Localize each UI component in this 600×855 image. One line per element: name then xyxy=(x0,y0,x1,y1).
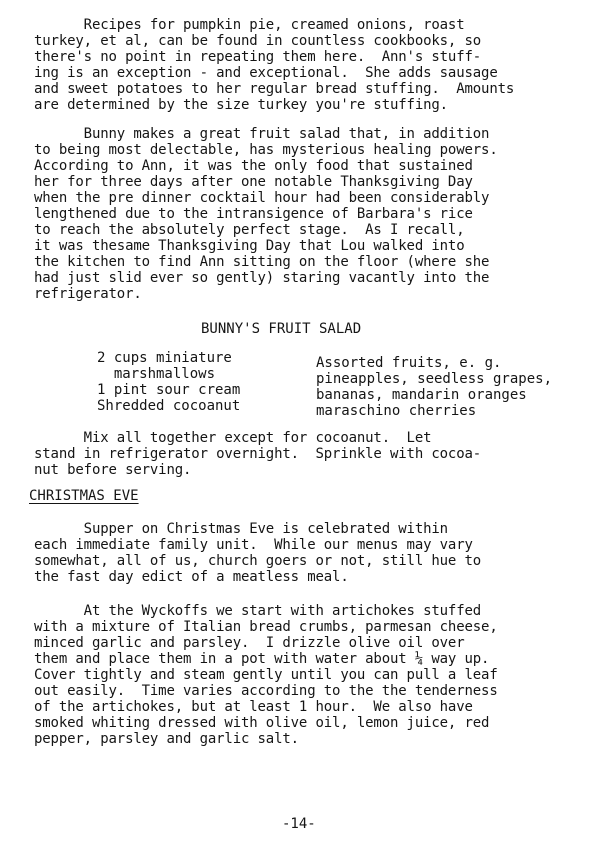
text-line: refrigerator. xyxy=(34,286,142,302)
text-line: of the artichokes, but at least 1 hour. We also have xyxy=(34,699,473,715)
text-line: Supper on Christmas Eve is celebrated within xyxy=(34,521,448,537)
text-line: nut before serving. xyxy=(34,462,192,478)
text-line: lengthened due to the intransigence of Barbara's rice xyxy=(34,206,473,222)
ingredient-item: maraschino cherries xyxy=(316,403,477,419)
text-line: the kitchen to find Ann sitting on the floor (where she xyxy=(34,254,490,270)
text-line: somewhat, all of us, church goers or not, still hue to xyxy=(34,553,482,569)
text-line: to reach the absolutely perfect stage. As I recall, xyxy=(34,222,465,238)
ingredient-item: marshmallows xyxy=(97,366,216,382)
text-line: stand in refrigerator overnight. Sprinkle with cocoa- xyxy=(34,446,482,462)
text-line: and sweet potatoes to her regular bread stuffing. Amounts xyxy=(34,81,515,97)
text-line: her for three days after one notable Thanksgiving Day xyxy=(34,174,473,190)
text-line: had just slid ever so gently) staring vacantly into the xyxy=(34,270,490,286)
ingredient-item: pineapples, seedless grapes, xyxy=(316,371,553,387)
text-line: Recipes for pumpkin pie, creamed onions, roast xyxy=(34,17,465,33)
recipe-title: BUNNY'S FRUIT SALAD xyxy=(201,321,362,337)
text-line: with a mixture of Italian bread crumbs, parmesan cheese, xyxy=(34,619,498,635)
text-line: turkey, et al, can be found in countless cookbooks, so xyxy=(34,33,482,49)
text-line: out easily. Time varies according to the the tenderness xyxy=(34,683,498,699)
ingredients-left-column xyxy=(97,350,240,414)
text-line: to being most delectable, has mysterious healing powers. xyxy=(34,142,498,158)
text-line: them and place them in a pot with water about ¼ way up. xyxy=(34,651,490,667)
ingredients-right-column xyxy=(316,355,552,419)
text-line: pepper, parsley and garlic salt. xyxy=(34,731,299,747)
text-line: Bunny makes a great fruit salad that, in addition xyxy=(34,126,490,142)
text-line: each immediate family unit. While our menus may vary xyxy=(34,537,473,553)
text-line: Mix all together except for cocoanut. Let xyxy=(34,430,432,446)
text-line: minced garlic and parsley. I drizzle olive oil over xyxy=(34,635,465,651)
text-line: when the pre dinner cocktail hour had been considerably xyxy=(34,190,490,206)
page-number: -14- xyxy=(282,816,316,832)
section-heading-christmas-eve: CHRISTMAS EVE xyxy=(29,488,139,504)
text-line: ing is an exception - and exceptional. She adds sausage xyxy=(34,65,498,81)
text-line: According to Ann, it was the only food that sustained xyxy=(34,158,473,174)
text-line: it was thesame Thanksgiving Day that Lou walked into xyxy=(34,238,465,254)
ingredient-item: 1 pint sour cream xyxy=(97,382,241,398)
ingredient-item: bananas, mandarin oranges xyxy=(316,387,527,403)
text-line: are determined by the size turkey you're stuffing. xyxy=(34,97,448,113)
text-line: At the Wyckoffs we start with artichokes stuffed xyxy=(34,603,482,619)
ingredient-item: Shredded cocoanut xyxy=(97,398,241,414)
ingredient-item: 2 cups miniature xyxy=(97,350,232,366)
ingredient-item: Assorted fruits, e. g. xyxy=(316,355,502,371)
text-line: the fast day edict of a meatless meal. xyxy=(34,569,349,585)
text-line: smoked whiting dressed with olive oil, lemon juice, red xyxy=(34,715,490,731)
text-line: there's no point in repeating them here. Ann's stuff- xyxy=(34,49,482,65)
text-line: Cover tightly and steam gently until you can pull a leaf xyxy=(34,667,498,683)
